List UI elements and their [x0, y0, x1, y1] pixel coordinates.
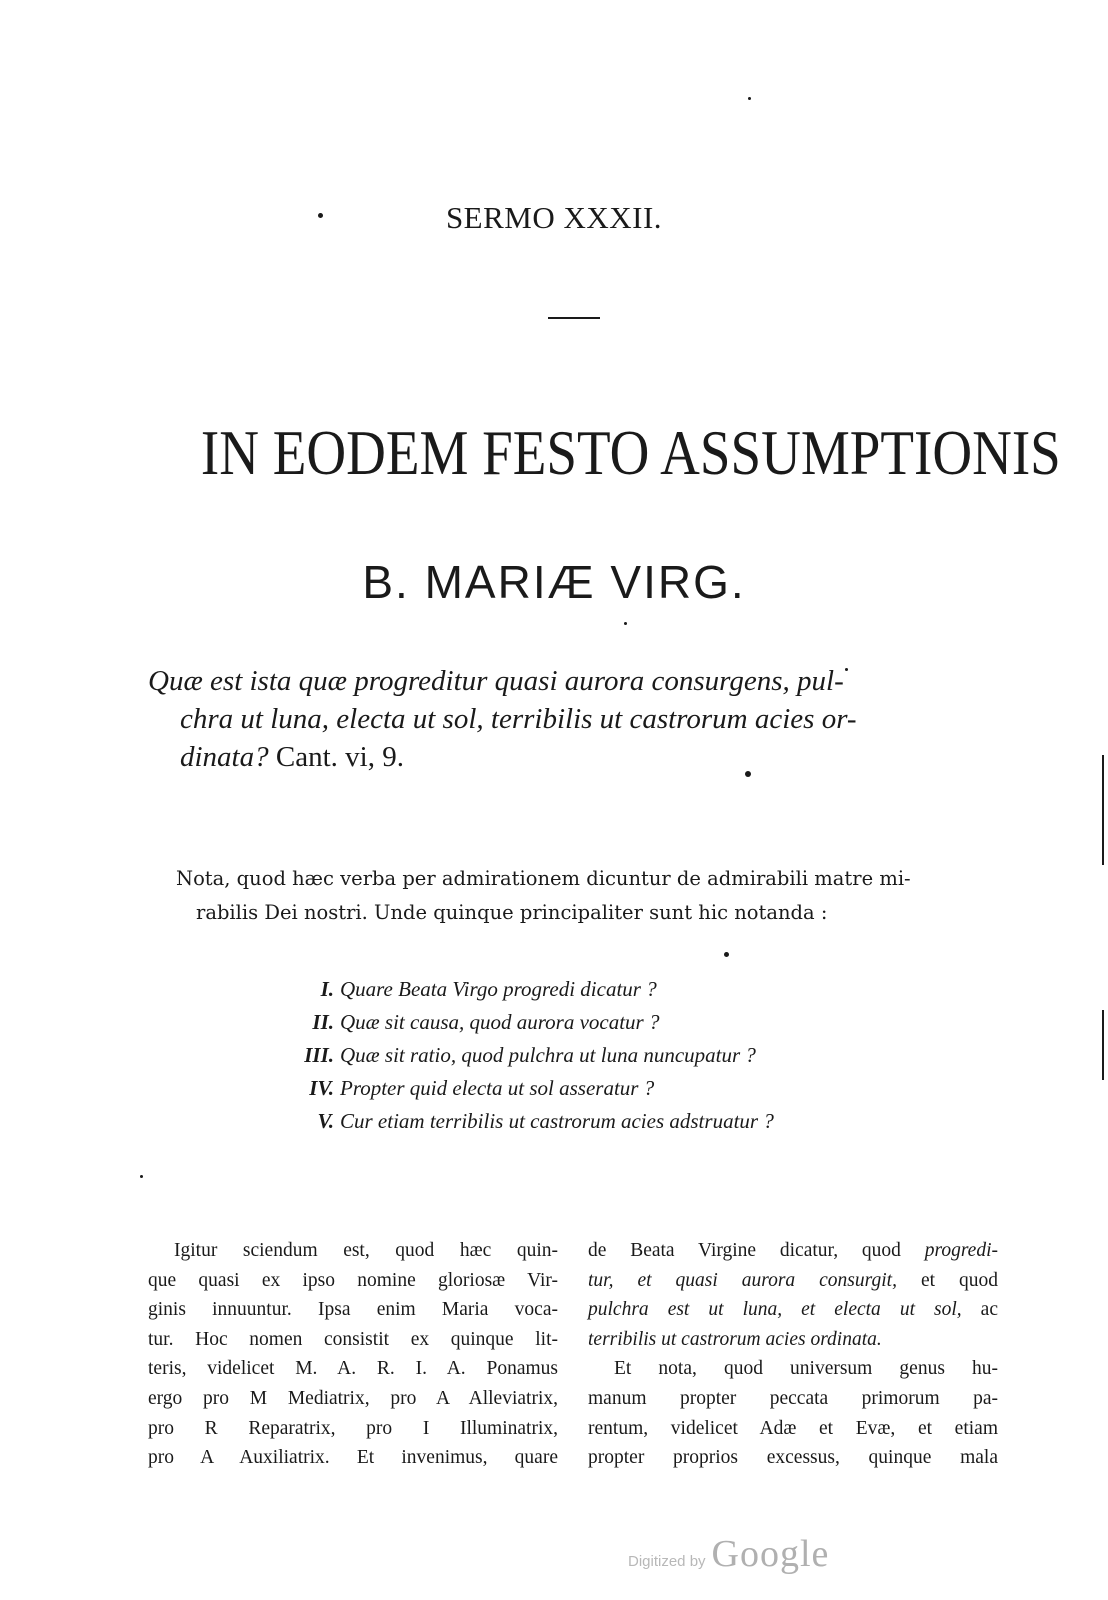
scan-speck — [724, 952, 729, 957]
verse-line: Quæ est ista quæ progreditur quasi aurora consurgens, pul- — [148, 665, 844, 697]
verse-italic-end: dinata? — [180, 741, 269, 773]
right-column — [588, 1236, 998, 1473]
question-number: IV. — [309, 1076, 334, 1100]
scan-edge-mark — [1102, 1010, 1104, 1080]
text-line: pro A Auxiliatrix. Et invenimus, quare — [148, 1447, 558, 1469]
scripture-verse — [148, 662, 1008, 776]
question-text: Quæ sit causa, quod aurora vocatur ? — [340, 1010, 660, 1034]
question-item — [296, 1105, 916, 1138]
text-line: que quasi ex ipso nomine gloriosæ Vir- — [148, 1269, 558, 1291]
scan-speck — [845, 668, 848, 671]
text-line: rentum, videlicet Adæ et Evæ, et etiam — [588, 1417, 998, 1439]
question-item — [296, 973, 916, 1006]
sermon-number: SERMO XXXII. — [445, 200, 663, 235]
nota-line: rabilis Dei nostri. Unde quinque principaliter sunt hic notanda : — [196, 901, 828, 924]
text-line: Igitur sciendum est, quod hæc quin- — [174, 1240, 558, 1261]
text-line: terribilis ut castrorum acies ordinata. — [588, 1328, 882, 1350]
question-number: II. — [312, 1010, 334, 1034]
left-column — [148, 1236, 558, 1473]
scan-speck — [140, 1175, 143, 1178]
verse-reference: Cant. vi, 9. — [268, 741, 404, 773]
question-number: V. — [317, 1109, 334, 1133]
title-rule — [548, 317, 600, 319]
question-number: III. — [304, 1043, 334, 1067]
text-line: ergo pro M Mediatrix, pro A Alleviatrix, — [148, 1387, 558, 1409]
text-segment: ac — [961, 1299, 998, 1321]
verse-line — [148, 738, 1008, 776]
main-title: IN EODEM FESTO ASSUMPTIONIS — [200, 417, 1061, 488]
text-line — [588, 1266, 998, 1296]
text-line: manum propter peccata primorum pa- — [588, 1387, 998, 1409]
text-line: Et nota, quod universum genus hu- — [614, 1358, 998, 1380]
question-text: Quæ sit ratio, quod pulchra ut luna nuncupatur ? — [340, 1043, 756, 1067]
text-segment: de Beata Virgine dicatur, quod — [588, 1240, 925, 1261]
digitized-watermark — [628, 1532, 829, 1576]
question-item — [296, 1072, 916, 1105]
digitized-label: Digitized by — [628, 1553, 706, 1570]
text-line: propter proprios excessus, quinque mala — [588, 1447, 998, 1469]
text-line: teris, videlicet M. A. R. I. A. Ponamus — [148, 1358, 558, 1380]
text-line: tur. Hoc nomen consistit ex quinque lit- — [148, 1328, 558, 1350]
text-line — [588, 1236, 998, 1266]
text-line: pro R Reparatrix, pro I Illuminatrix, — [148, 1417, 558, 1439]
question-item — [296, 1039, 916, 1072]
text-segment-italic: pulchra est ut luna, et electa ut sol, — [588, 1299, 962, 1321]
nota-paragraph — [176, 862, 1008, 930]
scan-speck — [624, 622, 627, 625]
question-text: Propter quid electa ut sol asseratur ? — [340, 1076, 655, 1100]
question-text: Quare Beata Virgo progredi dicatur ? — [340, 977, 657, 1001]
scan-speck — [748, 97, 751, 100]
scan-edge-mark — [1102, 755, 1104, 865]
text-segment-italic: progredi- — [924, 1240, 998, 1261]
google-logo: Google — [711, 1533, 830, 1575]
question-item — [296, 1006, 916, 1039]
nota-line: Nota, quod hæc verba per admirationem dicuntur de admirabili matre mi- — [176, 867, 911, 890]
text-line — [588, 1295, 998, 1325]
text-line: ginis innuuntur. Ipsa enim Maria voca- — [148, 1299, 558, 1321]
subtitle: B. MARIÆ VIRG. — [362, 556, 746, 608]
text-segment-italic: tur, et quasi aurora consurgit, — [588, 1269, 897, 1291]
scan-speck — [745, 771, 751, 777]
text-segment: et quod — [896, 1269, 998, 1291]
question-text: Cur etiam terribilis ut castrorum acies adstruatur ? — [340, 1109, 774, 1133]
scan-speck — [318, 213, 323, 218]
question-number: I. — [320, 977, 334, 1001]
question-list — [296, 973, 916, 1138]
verse-line: chra ut luna, electa ut sol, terribilis ut castrorum acies or- — [180, 703, 857, 735]
